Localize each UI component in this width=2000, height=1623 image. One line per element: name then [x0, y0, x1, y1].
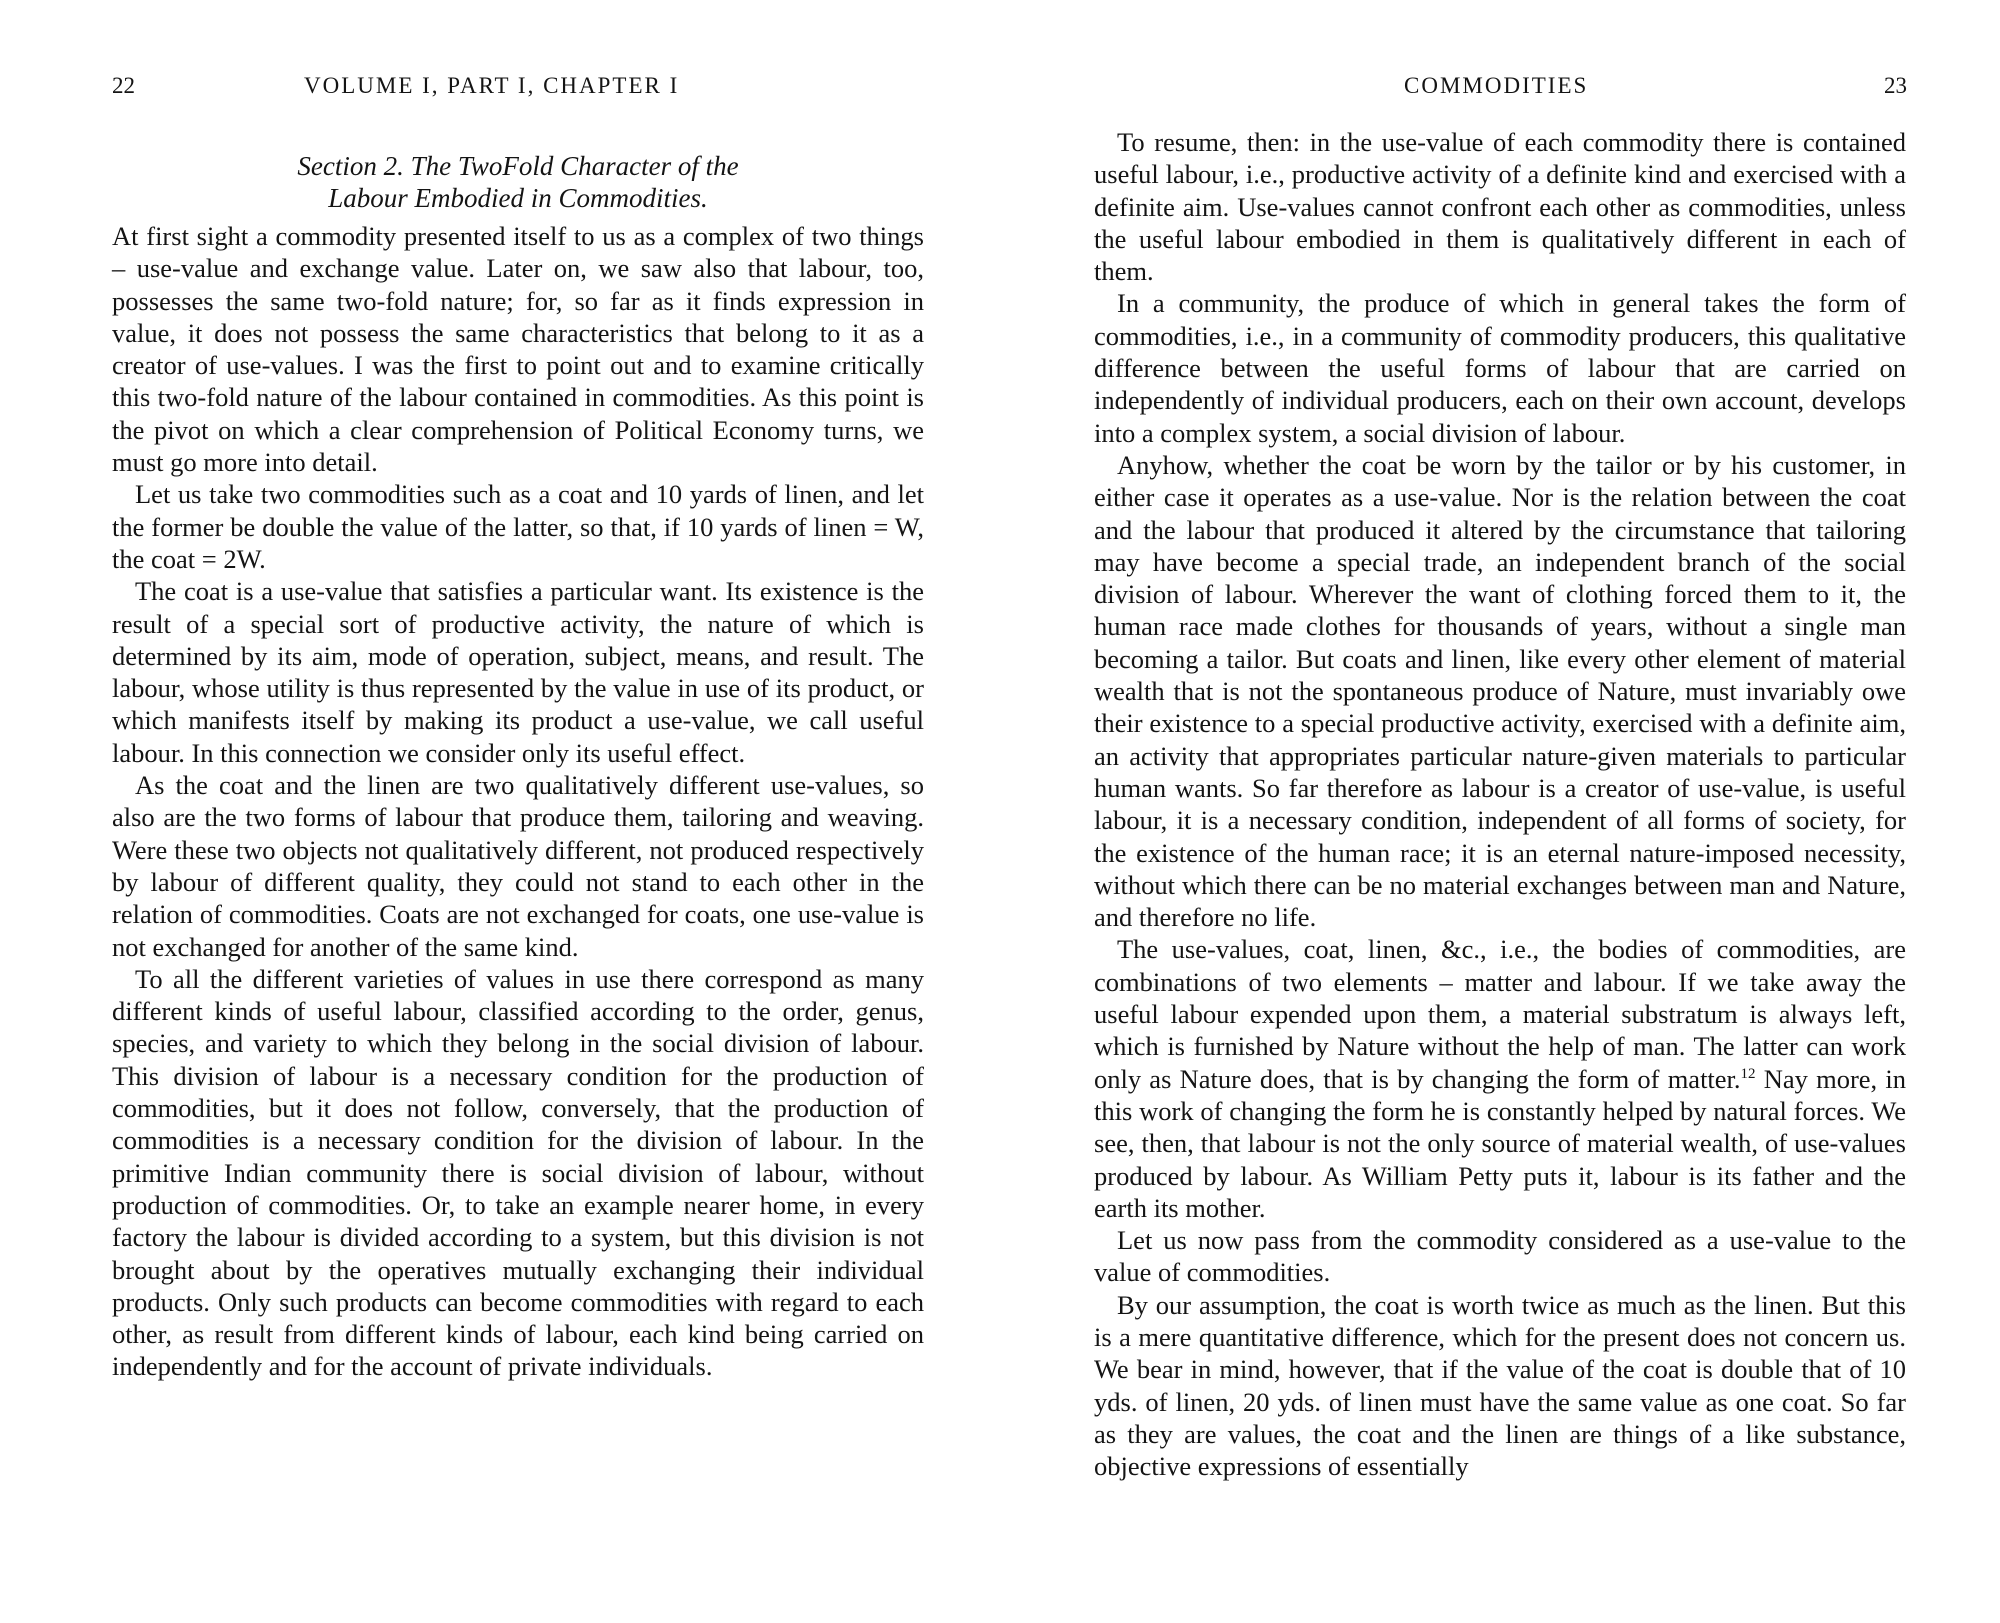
right-text-block — [1094, 126, 1906, 1482]
paragraph: As the coat and the linen are two qualitatively different use-values, so also are the two forms of labour that produce them, tailoring and weaving. Were these two objects not qualitatively different, not produced respectively by labour of different quality, they could not stand to each other in the relation of commodities. Coats are not exchanged for coats, one use-value is not exchanged for another of the same kind. — [112, 770, 924, 962]
paragraph — [1094, 933, 1906, 1224]
paragraph: By our assumption, the coat is worth twice as much as the linen. But this is a mere quantitative difference, which for the present does not concern us. We bear in mind, however, that if the value of the coat is double that of 10 yds. of linen, 20 yds. of linen must have the same value as one coat. So far as they are values, the coat and the linen are things of a like substance, objective expressions of essentially — [1094, 1289, 1906, 1482]
footnote-reference[interactable]: 12 — [1740, 1065, 1756, 1082]
right-page — [1000, 0, 2000, 1623]
paragraph: Anyhow, whether the coat be worn by the tailor or by his customer, in either case it operates as a use-value. Nor is the relation between the coat and the labour that produced it altered by the circumstance that tailoring may have become a special trade, an independent branch of the social division of labour. Wherever the want of clothing forced them to it, the human race made clothes for thousands of years, without a single man becoming a tailor. But coats and linen, like every other element of material wealth that is not the spontaneous produce of Nature, must invariably owe their existence to a special productive activity, exercised with a definite aim, an activity that appropriates particular nature-given materials to particular human wants. So far therefore as labour is a creator of use-value, is useful labour, it is a necessary condition, independent of all forms of society, for the existence of the human race; it is an eternal nature-imposed necessity, without which there can be no material exchanges between man and Nature, and therefore no life. — [1094, 449, 1906, 933]
paragraph: To all the different varieties of values in use there correspond as many different kinds of useful labour, classified according to the order, genus, species, and variety to which they belong in the social division of labour. This division of labour is a necessary condition for the production of commodities, but it does not follow, conversely, that the production of commodities is a necessary condition for the division of labour. In the primitive Indian community there is social division of labour, without production of commodities. Or, to take an example nearer home, in every factory the labour is divided according to a system, but this division is not brought about by the operatives mutually exchanging their individual products. Only such products can become commodities with regard to each other, as result from different kinds of labour, each kind being carried on independently and for the account of private individuals. — [112, 963, 924, 1382]
page-number: 23 — [1884, 73, 1907, 98]
paragraph: In a community, the produce of which in general takes the form of commodities, i.e., in a community of commodity producers, this qualitative difference between the useful forms of labour that are carried on independently of individual producers, each on their own account, develops into a complex system, a social division of labour. — [1094, 288, 1906, 448]
page-number: 22 — [112, 73, 135, 98]
paragraph: The coat is a use-value that satisfies a particular want. Its existence is the result of a special sort of productive activity, the nature of which is determined by its aim, mode of operation, subject, means, and result. The labour, whose utility is thus represented by the value in use of its product, or which manifests itself by making its product a use-value, we call useful labour. In this connection we consider only its useful effect. — [112, 576, 924, 768]
paragraph: To resume, then: in the use-value of each commodity there is contained useful labour, i.e., productive activity of a definite kind and exercised with a definite aim. Use-values cannot confront each other as commodities, unless the useful labour embodied in them is qualitatively different in each of them. — [1094, 127, 1906, 287]
paragraph: Let us now pass from the commodity considered as a use-value to the value of commodities. — [1094, 1225, 1906, 1288]
paragraph-text: Nay more, in this work of changing the form he is constantly helped by natural forces. We see, then, that labour is not the only source of material wealth, of use-values produced by labour. As William Petty puts it, labour is its father and the earth its mother. — [1094, 1063, 1906, 1223]
paragraph-text: The use-values, coat, linen, &c., i.e., the bodies of commodities, are combinations of two elements – matter and labour. If we take away the useful labour expended upon them, a material substratum is always left, which is furnished by Nature without the help of man. The latter can work only as Nature does, that is by changing the form of matter. — [1094, 934, 1906, 1094]
running-head: VOLUME I, PART I, CHAPTER I — [304, 73, 680, 98]
running-head: COMMODITIES — [1404, 73, 1589, 98]
section-title — [112, 150, 924, 214]
left-text-block — [112, 150, 924, 1383]
section-title-line: Section 2. The TwoFold Character of the — [297, 151, 739, 181]
paragraph: Let us take two commodities such as a coat and 10 yards of linen, and let the former be double the value of the latter, so that, if 10 yards of linen = W, the coat = 2W. — [112, 479, 924, 574]
paragraph: At first sight a commodity presented itself to us as a complex of two things – use-value and exchange value. Later on, we saw also that labour, too, possesses the same two-fold nature; for, so far as it finds expression in value, it does not possess the same characteristics that belong to it as a creator of use-values. I was the first to point out and to examine critically this two-fold nature of the labour contained in commodities. As this point is the pivot on which a clear comprehension of Political Economy turns, we must go more into detail. — [112, 221, 924, 478]
section-title-line: Labour Embodied in Commodities. — [328, 183, 708, 213]
